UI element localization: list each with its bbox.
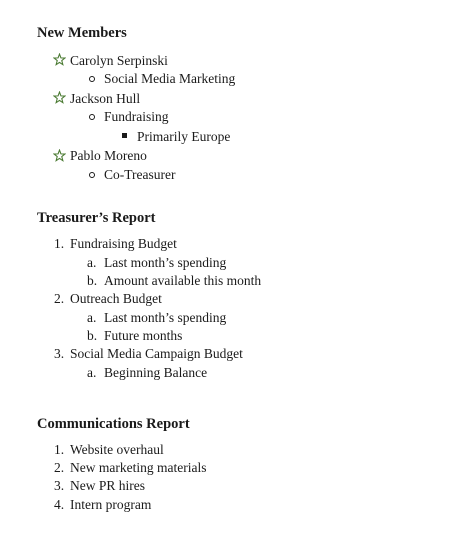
list-item: Social Media Campaign Budget <box>70 346 243 361</box>
list-marker: 3. <box>54 346 65 361</box>
member-role-carolyn: Social Media Marketing <box>104 71 236 86</box>
circle-bullet-icon <box>89 114 95 120</box>
list-marker: 3. <box>54 478 65 493</box>
communications-report-heading: Communications Report <box>37 416 190 432</box>
sublist-item: Future months <box>104 328 183 343</box>
circle-bullet-icon <box>89 76 95 82</box>
list-item: Intern program <box>70 497 152 512</box>
list-item: Outreach Budget <box>70 291 162 306</box>
list-item: Website overhaul <box>70 442 164 457</box>
list-marker: 1. <box>54 236 65 251</box>
list-marker: 2. <box>54 460 65 475</box>
sublist-marker: a. <box>87 310 97 325</box>
member-name-jackson: Jackson Hull <box>70 91 141 106</box>
star-bullet-icon <box>53 91 66 104</box>
circle-bullet-icon <box>89 172 95 178</box>
sublist-item: Beginning Balance <box>104 365 208 380</box>
sublist-item: Last month’s spending <box>104 255 227 270</box>
member-note-jackson: Primarily Europe <box>137 129 231 144</box>
star-bullet-icon <box>53 149 66 162</box>
square-bullet-icon <box>122 133 127 138</box>
sublist-marker: a. <box>87 365 97 380</box>
list-item: Fundraising Budget <box>70 236 177 251</box>
treasurers-report-heading: Treasurer’s Report <box>37 210 156 226</box>
member-role-jackson: Fundraising <box>104 109 169 124</box>
sublist-item: Amount available this month <box>104 273 262 288</box>
list-marker: 2. <box>54 291 65 306</box>
member-role-pablo: Co-Treasurer <box>104 167 176 182</box>
list-marker: 1. <box>54 442 65 457</box>
sublist-item: Last month’s spending <box>104 310 227 325</box>
list-marker: 4. <box>54 497 65 512</box>
star-bullet-icon <box>53 53 66 66</box>
sublist-marker: a. <box>87 255 97 270</box>
member-name-pablo: Pablo Moreno <box>70 148 147 163</box>
sublist-marker: b. <box>87 328 98 343</box>
list-item: New marketing materials <box>70 460 207 475</box>
sublist-marker: b. <box>87 273 98 288</box>
new-members-heading: New Members <box>37 25 127 41</box>
list-item: New PR hires <box>70 478 145 493</box>
member-name-carolyn: Carolyn Serpinski <box>70 53 168 68</box>
